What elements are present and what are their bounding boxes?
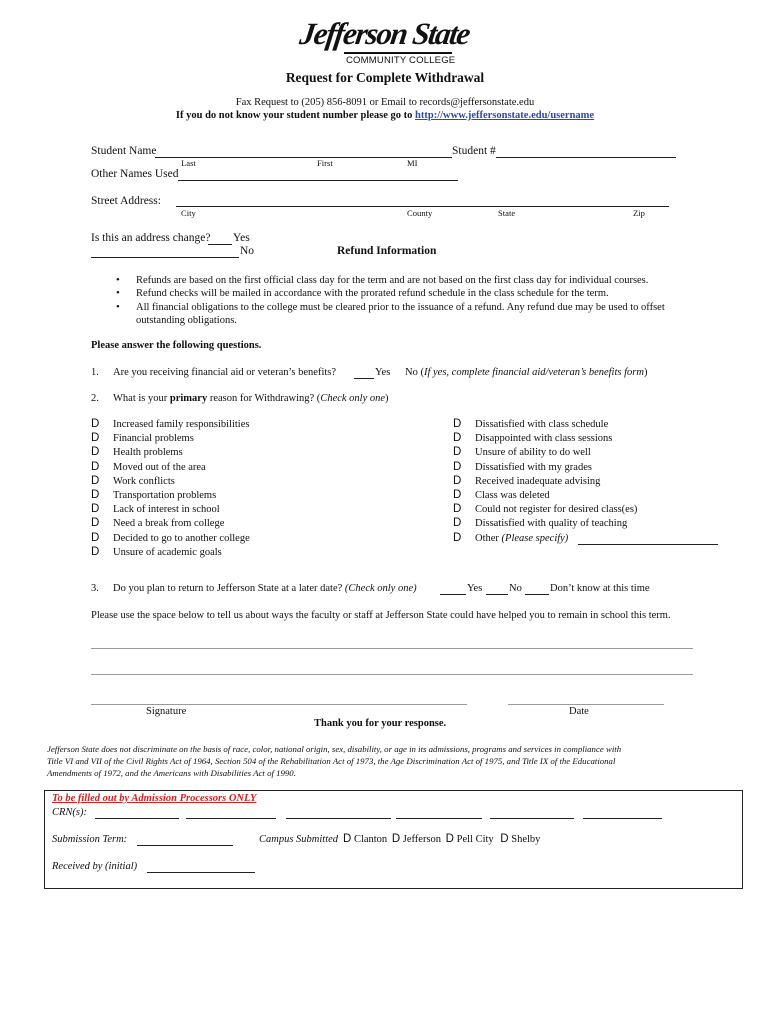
q2-text	[113, 393, 389, 404]
campus-submitted-label: Campus Submitted	[259, 834, 339, 845]
comment-line-1[interactable]	[91, 648, 693, 649]
received-by-label: Received by (initial)	[52, 861, 138, 872]
address-change-no-field[interactable]	[91, 257, 239, 258]
refund-line-4: outstanding obligations.	[136, 315, 237, 326]
reason-checkbox[interactable]: D	[453, 503, 462, 515]
refund-line-1: Refunds are based on the first official class day for the term and are not based on the first class day for individual courses.	[136, 275, 649, 286]
reason-checkbox[interactable]: D	[91, 546, 100, 558]
thank-you: Thank you for your response.	[314, 718, 447, 729]
q1-yes-field[interactable]	[354, 378, 374, 379]
q3-yes-field[interactable]	[440, 594, 466, 595]
reason-checkbox[interactable]: D	[453, 446, 462, 458]
reason-checkbox[interactable]: D	[91, 461, 100, 473]
q2-primary: primary	[169, 393, 208, 404]
questions-heading: Please answer the following questions.	[91, 340, 262, 351]
reason-label: Unsure of ability to do well	[475, 447, 591, 458]
refund-bullet-3: •	[116, 301, 120, 313]
reason-checkbox[interactable]: D	[453, 461, 462, 473]
reason-label: Received inadequate advising	[475, 476, 601, 487]
q3-dk-label: Don’t know at this time	[550, 583, 650, 594]
form-title: Request for Complete Withdrawal	[285, 70, 485, 85]
student-name-label: Student Name	[91, 145, 157, 157]
q2-number: 2.	[91, 393, 99, 404]
reason-other-label: Other	[475, 533, 502, 544]
q1-no-label: No (	[405, 367, 424, 378]
reason-label	[475, 533, 568, 544]
submission-term-label: Submission Term:	[52, 834, 128, 845]
q1-number: 1.	[91, 367, 99, 378]
q3-yes-label: Yes	[467, 583, 483, 594]
campus-pell-city: Pell City	[456, 834, 494, 845]
office-use-heading: To be filled out by Admission Processors ONLY	[52, 793, 257, 804]
crn-field-6[interactable]	[583, 818, 662, 819]
reason-checkbox[interactable]: D	[453, 517, 462, 529]
q1-close: )	[643, 367, 648, 378]
reason-checkbox[interactable]: D	[91, 517, 100, 529]
crn-field-5[interactable]	[490, 818, 574, 819]
reason-checkbox[interactable]: D	[453, 418, 462, 430]
q3-note: (Check only one)	[344, 583, 417, 594]
other-names-field[interactable]	[178, 180, 458, 181]
street-address-label: Street Address:	[91, 195, 161, 207]
q2-note: Check only one	[320, 393, 386, 404]
sub-label-first: First	[317, 158, 333, 168]
reason-label: Lack of interest in school	[113, 504, 220, 515]
sub-label-county: County	[407, 208, 433, 218]
received-by-field[interactable]	[147, 872, 255, 873]
reason-checkbox[interactable]: D	[453, 489, 462, 501]
q2-text-a: What is your	[113, 393, 170, 404]
sub-label-mi: MI	[407, 158, 418, 168]
sub-label-last: Last	[181, 158, 196, 168]
reason-label: Financial problems	[113, 433, 194, 444]
sub-label-state: State	[498, 208, 516, 218]
reason-checkbox[interactable]: D	[91, 418, 100, 430]
address-change-yes-field[interactable]	[208, 244, 232, 245]
campus-checkbox[interactable]: D	[445, 833, 454, 845]
street-address-field[interactable]	[176, 206, 669, 207]
comment-prompt: Please use the space below to tell us about ways the faculty or staff at Jefferson State could have helped you to remain in school this term.	[91, 610, 671, 621]
reason-label: Increased family responsibilities	[113, 419, 250, 430]
crn-field-3[interactable]	[286, 818, 391, 819]
q3-number: 3.	[91, 583, 99, 594]
date-label: Date	[569, 706, 589, 717]
campus-shelby: Shelby	[511, 834, 541, 845]
crn-label: CRN(s):	[52, 807, 87, 818]
date-field[interactable]	[508, 704, 664, 705]
fax-instructions: Fax Request to (205) 856-8091 or Email to records@jeffersonstate.edu	[235, 97, 535, 108]
q3-no-field[interactable]	[486, 594, 508, 595]
logo-underline	[344, 52, 452, 54]
crn-field-4[interactable]	[396, 818, 482, 819]
campus-checkbox[interactable]: D	[500, 833, 509, 845]
q3-dk-field[interactable]	[525, 594, 549, 595]
q1-yes-label: Yes	[375, 367, 391, 378]
refund-line-2: Refund checks will be mailed in accordance with the prorated refund schedule in the class schedule for the term.	[136, 288, 609, 299]
reason-label: Unsure of academic goals	[113, 547, 222, 558]
other-names-label: Other Names Used	[91, 168, 179, 180]
campus-clanton: Clanton	[353, 834, 388, 845]
reason-checkbox[interactable]: D	[91, 503, 100, 515]
other-specify-field[interactable]	[578, 544, 718, 545]
q3-text-main: Do you plan to return to Jefferson State at a later date?	[113, 583, 345, 594]
student-number-label: Student #	[452, 145, 496, 157]
reason-checkbox[interactable]: D	[453, 532, 462, 544]
reason-label: Decided to go to another college	[113, 533, 250, 544]
reason-checkbox[interactable]: D	[91, 489, 100, 501]
campus-checkbox[interactable]: D	[343, 833, 352, 845]
username-link[interactable]: http://www.jeffersonstate.edu/username	[415, 110, 595, 121]
q1-note: If yes, complete financial aid/veteran’s benefits form	[423, 367, 644, 378]
disclaimer-line-1: Jefferson State does not discriminate on the basis of race, color, national origin, sex, disability, or age in its admissions, programs and services in compliance with	[47, 744, 622, 754]
reason-label: Moved out of the area	[113, 462, 206, 473]
reason-label: Class was deleted	[475, 490, 550, 501]
reason-label: Work conflicts	[113, 476, 175, 487]
reason-label: Could not register for desired class(es)	[475, 504, 638, 515]
campus-checkbox[interactable]: D	[391, 833, 401, 845]
logo-wordmark: Jefferson State	[297, 16, 472, 51]
q1-text: Are you receiving financial aid or veteran’s benefits?	[113, 367, 337, 378]
username-note-text: If you do not know your student number please go to	[175, 110, 416, 121]
student-number-field[interactable]	[496, 157, 676, 158]
reason-label: Transportation problems	[113, 490, 217, 501]
signature-field[interactable]	[91, 704, 467, 705]
reason-label: Dissatisfied with class schedule	[475, 419, 609, 430]
reason-label: Dissatisfied with quality of teaching	[475, 518, 628, 529]
college-logo	[297, 12, 472, 68]
sub-label-city: City	[181, 208, 196, 218]
crn-field-1[interactable]	[95, 818, 179, 819]
reason-checkbox[interactable]: D	[453, 475, 462, 487]
username-note	[0, 110, 770, 121]
refund-line-3: All financial obligations to the college must be cleared prior to the issuance of a refund. Any refund due may be used to offset	[136, 302, 665, 313]
reason-label: Health problems	[113, 447, 183, 458]
reason-checkbox[interactable]: D	[453, 432, 462, 444]
refund-bullet-1: •	[116, 274, 120, 286]
signature-label: Signature	[146, 706, 187, 717]
crn-field-2[interactable]	[186, 818, 276, 819]
disclaimer-line-2: Title VI and VII of the Civil Rights Act of 1964, Section 504 of the Rehabilitation Act of 1973, the Age Discrimination Act of 1975, and Title IX of the Educational	[47, 756, 616, 766]
refund-heading: Refund Information	[337, 245, 437, 257]
campus-jefferson: Jefferson	[402, 834, 442, 845]
refund-bullet-2: •	[116, 287, 120, 299]
reason-label: Dissatisfied with my grades	[475, 462, 592, 473]
logo-subtext: COMMUNITY COLLEGE	[346, 55, 456, 66]
address-change-no-label: No	[240, 245, 255, 257]
reason-label: Need a break from college	[113, 518, 225, 529]
address-change-question: Is this an address change?	[91, 232, 211, 244]
q1-no-group	[405, 367, 647, 378]
q3-no-label: No	[509, 583, 522, 594]
reason-checkbox[interactable]: D	[91, 432, 100, 444]
q3-text	[113, 583, 417, 594]
comment-line-2[interactable]	[91, 674, 693, 675]
submission-term-field[interactable]	[137, 845, 233, 846]
address-change-yes-label: Yes	[233, 232, 250, 244]
q2-close: )	[385, 393, 389, 404]
disclaimer-line-3: Amendments of 1972, and the Americans with Disabilities Act of 1990.	[47, 768, 296, 778]
sub-label-zip: Zip	[633, 208, 645, 218]
reason-other-specify: (Please specify)	[501, 533, 569, 544]
reason-checkbox[interactable]: D	[91, 475, 100, 487]
reason-checkbox[interactable]: D	[91, 446, 100, 458]
campus-options	[343, 833, 540, 845]
q2-text-b: reason for Withdrawing? (	[207, 393, 321, 404]
reason-checkbox[interactable]: D	[91, 532, 100, 544]
reason-label: Disappointed with class sessions	[475, 433, 613, 444]
